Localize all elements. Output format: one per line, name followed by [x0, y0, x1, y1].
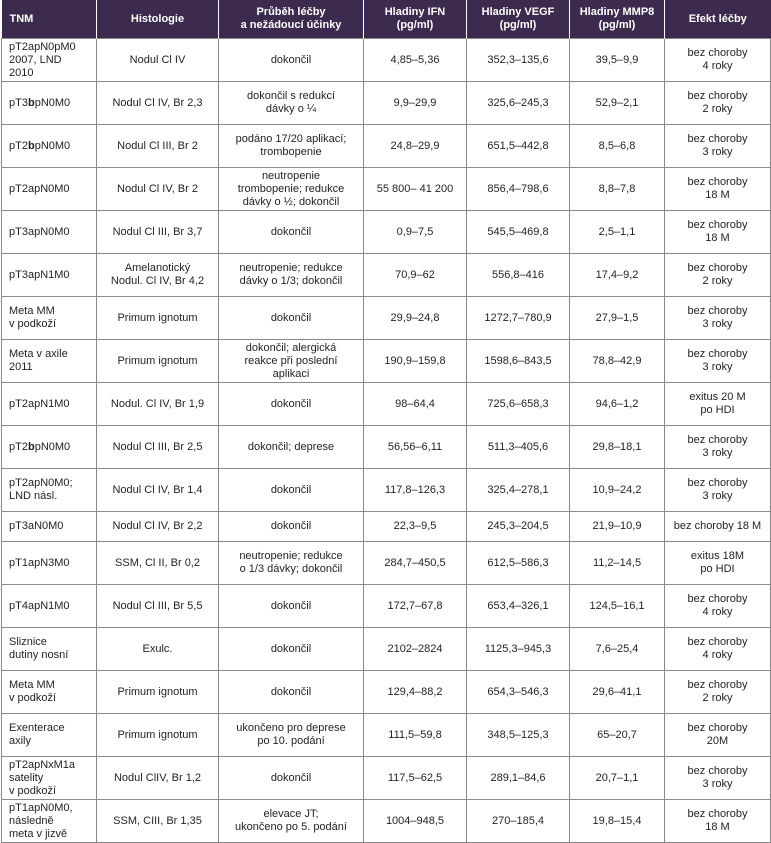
cell-tnm: Meta MM v podkoží	[2, 671, 97, 714]
table-row	[2, 512, 771, 542]
cell-efekt: bez choroby 4 roky	[665, 585, 771, 628]
table-row	[2, 542, 771, 585]
cell-mmp8: 7,6–25,4	[570, 628, 665, 671]
cell-efekt: bez choroby 2 roky	[665, 254, 771, 297]
cell-prubeh: podáno 17/20 aplikací; trombopenie	[219, 125, 364, 168]
cell-ifn: 2102–2824	[364, 628, 467, 671]
cell-tnm: pT1apN3M0	[2, 542, 97, 585]
cell-efekt: bez choroby 2 roky	[665, 671, 771, 714]
cell-efekt: bez choroby 3 roky	[665, 297, 771, 340]
table-row	[2, 426, 771, 469]
cell-efekt: exitus 20 M po HDI	[665, 383, 771, 426]
cell-efekt: bez choroby 3 roky	[665, 340, 771, 383]
header-tnm: TNM	[2, 0, 97, 39]
cell-mmp8: 52,9–2,1	[570, 82, 665, 125]
cell-histologie: Primum ignotum	[97, 340, 219, 383]
cell-vegf: 289,1–84,6	[467, 757, 570, 800]
cell-tnm-part: pT2	[9, 139, 28, 152]
cell-mmp8: 21,9–10,9	[570, 512, 665, 542]
cell-vegf: 270–185,4	[467, 800, 570, 843]
cell-mmp8: 2,5–1,1	[570, 211, 665, 254]
cell-prubeh: dokončil	[219, 469, 364, 512]
header-mmp8: Hladiny MMP8 (pg/ml)	[570, 0, 665, 39]
cell-tnm: pT2apN0pM0 2007, LND 2010	[2, 39, 97, 82]
cell-ifn: 70,9–62	[364, 254, 467, 297]
table-row	[2, 671, 771, 714]
cell-prubeh: dokončil	[219, 757, 364, 800]
cell-histologie: Primum ignotum	[97, 714, 219, 757]
cell-ifn: 172,7–67,8	[364, 585, 467, 628]
cell-histologie: Nodul. Cl IV, Br 1,9	[97, 383, 219, 426]
cell-ifn: 9,9–29,9	[364, 82, 467, 125]
cell-ifn: 4,85–5,36	[364, 39, 467, 82]
cell-ifn: 111,5–59,8	[364, 714, 467, 757]
cell-tnm: Meta MM v podkoží	[2, 297, 97, 340]
cell-efekt: bez choroby 3 roky	[665, 469, 771, 512]
table-row	[2, 211, 771, 254]
cell-ifn: 56,56–6,11	[364, 426, 467, 469]
cell-efekt: bez choroby 18 M	[665, 800, 771, 843]
header-histologie: Histologie	[97, 0, 219, 39]
cell-histologie: Exulc.	[97, 628, 219, 671]
table-row	[2, 168, 771, 211]
cell-vegf: 725,6–658,3	[467, 383, 570, 426]
cell-efekt: bez choroby 3 roky	[665, 125, 771, 168]
cell-tnm-part: b	[27, 96, 35, 109]
cell-tnm-part: pN0M0	[34, 96, 71, 109]
cell-prubeh: neutropenie; redukce dávky o 1/3; dokončil	[219, 254, 364, 297]
cell-ifn: 55 800– 41 200	[364, 168, 467, 211]
cell-histologie: Nodul Cl III, Br 2	[97, 125, 219, 168]
cell-histologie: Nodul Cl IV, Br 1,4	[97, 469, 219, 512]
results-table	[1, 0, 771, 843]
cell-tnm: pT3apN0M0	[2, 211, 97, 254]
cell-efekt: bez choroby 3 roky	[665, 757, 771, 800]
cell-vegf: 325,6–245,3	[467, 82, 570, 125]
table-row	[2, 628, 771, 671]
cell-histologie: Nodul Cl IV, Br 2,2	[97, 512, 219, 542]
cell-mmp8: 65–20,7	[570, 714, 665, 757]
cell-tnm: Sliznice dutiny nosní	[2, 628, 97, 671]
cell-ifn: 24,8–29,9	[364, 125, 467, 168]
cell-prubeh: elevace JT; ukončeno po 5. podání	[219, 800, 364, 843]
cell-mmp8: 19,8–15,4	[570, 800, 665, 843]
cell-tnm: Exenterace axily	[2, 714, 97, 757]
cell-mmp8: 17,4–9,2	[570, 254, 665, 297]
cell-histologie: Primum ignotum	[97, 671, 219, 714]
cell-histologie: Nodul Cl IV	[97, 39, 219, 82]
cell-prubeh: dokončil	[219, 39, 364, 82]
header-row	[2, 0, 771, 39]
cell-efekt: bez choroby 18 M	[665, 168, 771, 211]
cell-ifn: 284,7–450,5	[364, 542, 467, 585]
table-row	[2, 340, 771, 383]
cell-tnm-part: pN0M0	[34, 440, 71, 453]
cell-histologie: Nodul Cl III, Br 2,5	[97, 426, 219, 469]
cell-vegf: 612,5–586,3	[467, 542, 570, 585]
cell-efekt: bez choroby 2 roky	[665, 82, 771, 125]
cell-prubeh: dokončil; deprese	[219, 426, 364, 469]
cell-efekt: bez choroby 18 M	[665, 211, 771, 254]
cell-tnm	[2, 125, 97, 168]
cell-ifn: 0,9–7,5	[364, 211, 467, 254]
cell-histologie: Nodul ClIV, Br 1,2	[97, 757, 219, 800]
cell-histologie: Amelanotický Nodul. Cl IV, Br 4,2	[97, 254, 219, 297]
cell-efekt: bez choroby 20M	[665, 714, 771, 757]
cell-efekt: exitus 18M po HDI	[665, 542, 771, 585]
cell-tnm: pT2apN0M0	[2, 168, 97, 211]
cell-prubeh: dokončil	[219, 671, 364, 714]
cell-tnm: pT3apN1M0	[2, 254, 97, 297]
cell-ifn: 117,8–126,3	[364, 469, 467, 512]
cell-prubeh: dokončil	[219, 585, 364, 628]
cell-mmp8: 20,7–1,1	[570, 757, 665, 800]
cell-ifn: 129,4–88,2	[364, 671, 467, 714]
cell-vegf: 325,4–278,1	[467, 469, 570, 512]
cell-prubeh: neutropenie trombopenie; redukce dávky o ½; dokončil	[219, 168, 364, 211]
cell-mmp8: 78,8–42,9	[570, 340, 665, 383]
cell-histologie: Nodul Cl IV, Br 2,3	[97, 82, 219, 125]
table-row	[2, 714, 771, 757]
cell-mmp8: 29,8–18,1	[570, 426, 665, 469]
cell-ifn: 29,9–24,8	[364, 297, 467, 340]
cell-vegf: 653,4–326,1	[467, 585, 570, 628]
cell-ifn: 117,5–62,5	[364, 757, 467, 800]
cell-prubeh: dokončil; alergická reakce při poslední aplikaci	[219, 340, 364, 383]
cell-tnm: pT3aN0M0	[2, 512, 97, 542]
cell-ifn: 98–64,4	[364, 383, 467, 426]
cell-tnm-part: b	[27, 440, 35, 453]
cell-histologie: Nodul Cl III, Br 5,5	[97, 585, 219, 628]
cell-tnm	[2, 426, 97, 469]
cell-vegf: 556,8–416	[467, 254, 570, 297]
cell-vegf: 352,3–135,6	[467, 39, 570, 82]
table-row	[2, 757, 771, 800]
cell-prubeh: dokončil	[219, 297, 364, 340]
cell-ifn: 22,3–9,5	[364, 512, 467, 542]
cell-efekt: bez choroby 18 M	[665, 512, 771, 542]
cell-tnm: Meta v axile 2011	[2, 340, 97, 383]
cell-ifn: 190,9–159,8	[364, 340, 467, 383]
cell-tnm-part: b	[27, 139, 35, 152]
table-row	[2, 585, 771, 628]
cell-vegf: 1272,7–780,9	[467, 297, 570, 340]
cell-mmp8: 11,2–14,5	[570, 542, 665, 585]
cell-mmp8: 8,8–7,8	[570, 168, 665, 211]
table-row	[2, 800, 771, 843]
cell-mmp8: 10,9–24,2	[570, 469, 665, 512]
cell-ifn: 1004–948,5	[364, 800, 467, 843]
cell-tnm: pT2apNxM1a satelity v podkoží	[2, 757, 97, 800]
cell-histologie: Nodul Cl IV, Br 2	[97, 168, 219, 211]
cell-histologie: SSM, CIII, Br 1,35	[97, 800, 219, 843]
cell-tnm: pT2apN0M0; LND násl.	[2, 469, 97, 512]
cell-tnm: pT2apN1M0	[2, 383, 97, 426]
cell-histologie: Nodul Cl III, Br 3,7	[97, 211, 219, 254]
cell-tnm: pT4apN1M0	[2, 585, 97, 628]
cell-mmp8: 39,5–9,9	[570, 39, 665, 82]
header-prubeh: Průběh léčby a nežádoucí účinky	[219, 0, 364, 39]
cell-tnm	[2, 82, 97, 125]
cell-prubeh: neutropenie; redukce o 1/3 dávky; dokončil	[219, 542, 364, 585]
cell-prubeh: ukončeno pro deprese po 10. podání	[219, 714, 364, 757]
cell-efekt: bez choroby 4 roky	[665, 39, 771, 82]
cell-tnm-part: pT2	[9, 440, 28, 453]
cell-tnm-part: pN0M0	[34, 139, 71, 152]
table-row	[2, 39, 771, 82]
header-ifn: Hladiny IFN (pg/ml)	[364, 0, 467, 39]
table-row	[2, 297, 771, 340]
cell-mmp8: 94,6–1,2	[570, 383, 665, 426]
cell-mmp8: 29,6–41,1	[570, 671, 665, 714]
cell-histologie: SSM, Cl II, Br 0,2	[97, 542, 219, 585]
cell-vegf: 1598,6–843,5	[467, 340, 570, 383]
cell-histologie: Primum ignotum	[97, 297, 219, 340]
table-row	[2, 125, 771, 168]
cell-vegf: 545,5–469,8	[467, 211, 570, 254]
table-row	[2, 383, 771, 426]
cell-mmp8: 8,5–6,8	[570, 125, 665, 168]
cell-vegf: 1125,3–945,3	[467, 628, 570, 671]
table-row	[2, 82, 771, 125]
cell-prubeh: dokončil	[219, 512, 364, 542]
cell-mmp8: 27,9–1,5	[570, 297, 665, 340]
cell-tnm: pT1apN0M0, následně meta v jizvě	[2, 800, 97, 843]
cell-prubeh: dokončil	[219, 383, 364, 426]
cell-prubeh: dokončil	[219, 628, 364, 671]
cell-vegf: 245,3–204,5	[467, 512, 570, 542]
cell-efekt: bez choroby 4 roky	[665, 628, 771, 671]
cell-prubeh: dokončil	[219, 211, 364, 254]
cell-vegf: 348,5–125,3	[467, 714, 570, 757]
header-vegf: Hladiny VEGF (pg/ml)	[467, 0, 570, 39]
header-efekt: Efekt léčby	[665, 0, 771, 39]
cell-prubeh: dokončil s redukcí dávky o ¼	[219, 82, 364, 125]
cell-efekt: bez choroby 3 roky	[665, 426, 771, 469]
cell-vegf: 856,4–798,6	[467, 168, 570, 211]
cell-vegf: 651,5–442,8	[467, 125, 570, 168]
table-row	[2, 254, 771, 297]
cell-tnm-part: pT3	[9, 96, 28, 109]
cell-vegf: 511,3–405,6	[467, 426, 570, 469]
cell-vegf: 654,3–546,3	[467, 671, 570, 714]
table-row	[2, 469, 771, 512]
cell-mmp8: 124,5–16,1	[570, 585, 665, 628]
